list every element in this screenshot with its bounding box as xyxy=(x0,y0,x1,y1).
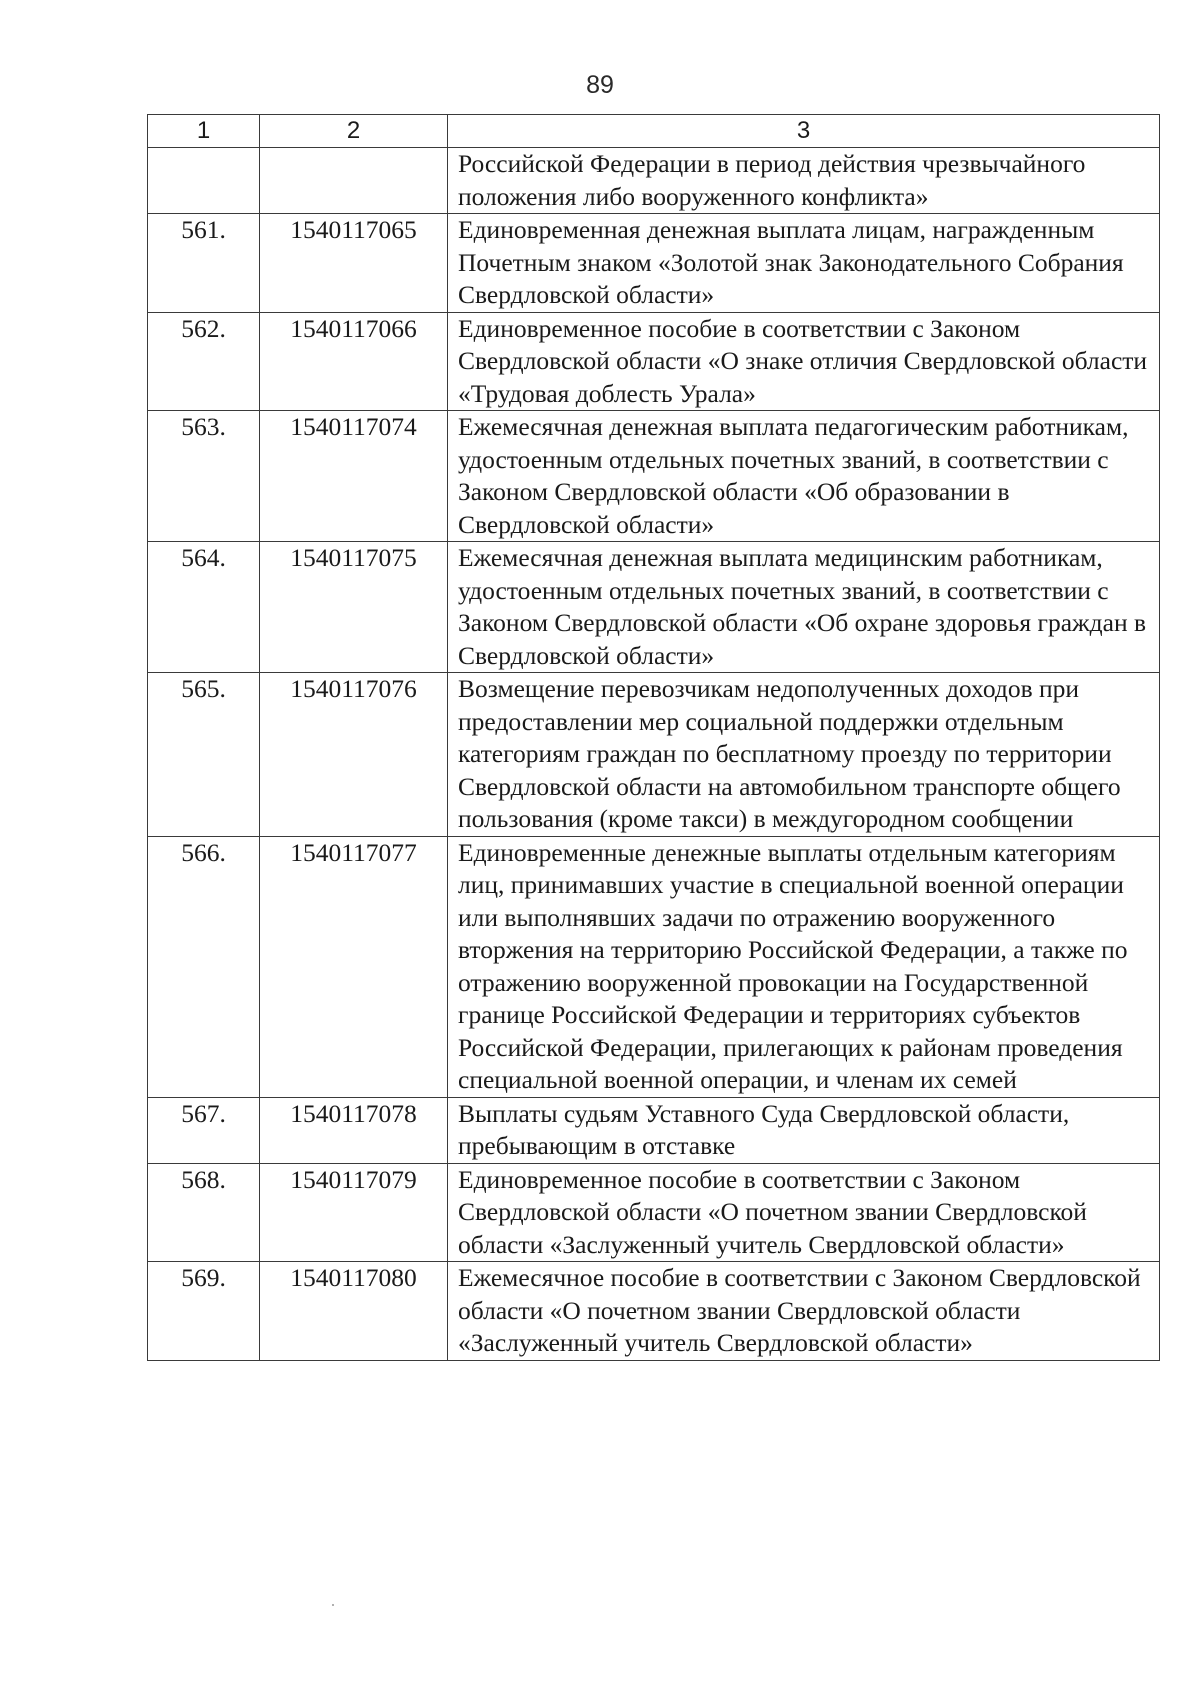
row-code xyxy=(260,148,448,214)
row-number: 569. xyxy=(148,1262,260,1361)
row-description: Единовременное пособие в соответствии с Законом Свердловской области «О почетном звании Свердловской области «Заслуженный учитель Свердловской области» xyxy=(448,1163,1160,1262)
row-number: 565. xyxy=(148,673,260,837)
table-row xyxy=(148,673,1160,837)
table-row xyxy=(148,836,1160,1097)
table-row xyxy=(148,1262,1160,1361)
row-number: 562. xyxy=(148,312,260,411)
row-code: 1540117078 xyxy=(260,1097,448,1163)
row-code: 1540117065 xyxy=(260,214,448,313)
table-row xyxy=(148,148,1160,214)
row-number: 563. xyxy=(148,411,260,542)
column-header-3: 3 xyxy=(448,115,1160,148)
row-description: Единовременная денежная выплата лицам, награжденным Почетным знаком «Золотой знак Законодательного Собрания Свердловской области» xyxy=(448,214,1160,313)
row-number xyxy=(148,148,260,214)
row-code: 1540117066 xyxy=(260,312,448,411)
scan-artifact xyxy=(332,1604,334,1606)
row-number: 564. xyxy=(148,542,260,673)
row-number: 568. xyxy=(148,1163,260,1262)
table-row xyxy=(148,411,1160,542)
page-number: 89 xyxy=(586,71,614,99)
row-description: Единовременные денежные выплаты отдельным категориям лиц, принимавших участие в специальной военной операции или выполнявших задачи по отражению вооруженного вторжения на территорию Российской Федерации, а также по отражению вооруженной провокации на Государственной границе Российской Федерации и территориях субъектов Российской Федерации, прилегающих к районам проведения специальной военной операции, и членам их семей xyxy=(448,836,1160,1097)
row-code: 1540117079 xyxy=(260,1163,448,1262)
row-number: 561. xyxy=(148,214,260,313)
column-header-2: 2 xyxy=(260,115,448,148)
row-number: 566. xyxy=(148,836,260,1097)
table-row xyxy=(148,542,1160,673)
row-code: 1540117074 xyxy=(260,411,448,542)
row-description: Ежемесячная денежная выплата медицинским работникам, удостоенным отдельных почетных званий, в соответствии с Законом Свердловской области «Об охране здоровья граждан в Свердловской области» xyxy=(448,542,1160,673)
column-header-1: 1 xyxy=(148,115,260,148)
row-description: Единовременное пособие в соответствии с Законом Свердловской области «О знаке отличия Свердловской области «Трудовая доблесть Урала» xyxy=(448,312,1160,411)
table-row xyxy=(148,1097,1160,1163)
table-row xyxy=(148,1163,1160,1262)
row-code: 1540117075 xyxy=(260,542,448,673)
row-code: 1540117080 xyxy=(260,1262,448,1361)
row-number: 567. xyxy=(148,1097,260,1163)
row-description: Ежемесячная денежная выплата педагогическим работникам, удостоенным отдельных почетных званий, в соответствии с Законом Свердловской области «Об образовании в Свердловской области» xyxy=(448,411,1160,542)
row-code: 1540117076 xyxy=(260,673,448,837)
row-description: Возмещение перевозчикам недополученных доходов при предоставлении мер социальной поддержки отдельным категориям граждан по бесплатному проезду по территории Свердловской области на автомобильном транспорте общего пользования (кроме такси) в междугородном сообщении xyxy=(448,673,1160,837)
payments-table xyxy=(147,114,1160,1361)
table-header-row xyxy=(148,115,1160,148)
row-description: Российской Федерации в период действия чрезвычайного положения либо вооруженного конфликта» xyxy=(448,148,1160,214)
row-code: 1540117077 xyxy=(260,836,448,1097)
row-description: Ежемесячное пособие в соответствии с Законом Свердловской области «О почетном звании Свердловской области «Заслуженный учитель Свердловской области» xyxy=(448,1262,1160,1361)
table-row xyxy=(148,214,1160,313)
table-row xyxy=(148,312,1160,411)
row-description: Выплаты судьям Уставного Суда Свердловской области, пребывающим в отставке xyxy=(448,1097,1160,1163)
